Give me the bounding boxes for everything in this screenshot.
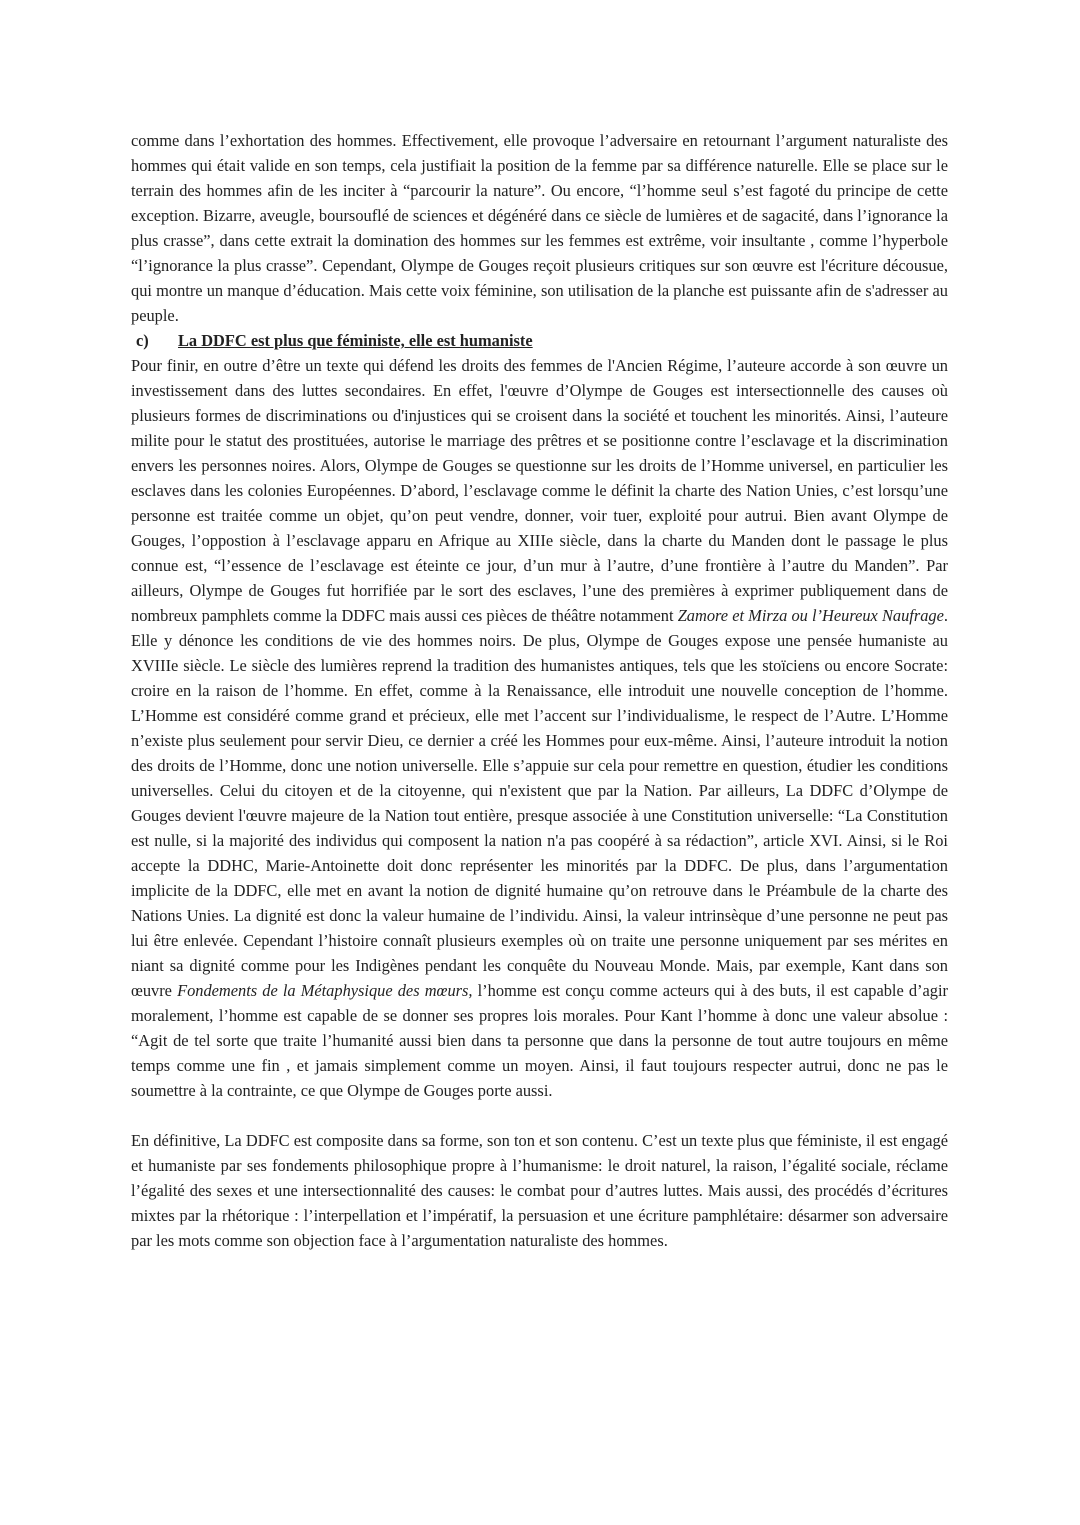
paragraph-humanism-text-2: . Elle y dénonce les conditions de vie des hommes noirs. De plus, Olympe de Gouges expose une pensée humaniste au XVIIIe siècle. Le siècle des lumières reprend la tradition des humanistes antiques, tels que les stoïciens ou encore Socrate: croire en la raison de l’homme. En effet, comme à la Renaissance, elle introduit une nouvelle conception de l’homme. L’Homme est considéré comme grand et précieux, elle met l’accent sur l’individualisme, le respect de l’Autre. L’Homme n’existe plus seulement pour servir Dieu, ce dernier a créé les Hommes pour eux-même. Ainsi, l’auteure introduit la notion des droits de l’Homme, donc une notion universelle. Elle s’appuie sur cela pour remettre en question, étudier les conditions universelles. Celui du citoyen et de la citoyenne, qui n'existent que par la Nation. Par ailleurs, La DDFC d’Olympe de Gouges devient l'œuvre majeure de la Nation tout entière, presque associée à une Constitution universelle: “La Constitution est nulle, si la majorité des individus qui composent la nation n'a pas coopéré à sa rédaction”, article XVI. Ainsi, si le Roi accepte la DDHC, Marie-Antoinette doit donc représenter les minorités par la DDFC. De plus, dans l’argumentation implicite de la DDFC, elle met en avant la notion de dignité humaine qu’on retrouve dans le Préambule de la charte des Nations Unies. La dignité est donc la valeur humaine de l’individu. Ainsi, la valeur intrinsèque d’une personne ne peut pas lui être enlevée. Cependant l’histoire connaît plusieurs exemples où on traite une personne uniquement par ses mérites en niant sa dignité comme pour les Indigènes pendant les conquête du Nouveau Monde. Mais, par exemple, Kant dans son œuvre	[131, 606, 949, 1000]
work-title-zamore: Zamore et Mirza ou l’Heureux Naufrage	[677, 606, 944, 625]
paragraph-humanism	[131, 353, 948, 1103]
paragraph-exhortation: comme dans l’exhortation des hommes. Effectivement, elle provoque l’adversaire en retournant l’argument naturaliste des hommes qui était valide en son temps, cela justifiait la position de la femme par sa différence naturelle. Elle se place sur le terrain des hommes afin de les inciter à “parcourir la nature”. Ou encore, “l’homme seul s’est fagoté du principe de cette exception. Bizarre, aveugle, boursouflé de sciences et dégénéré dans ce siècle de lumières et de sagacité, dans l’ignorance la plus crasse”, dans cette extrait la domination des hommes sur les femmes est extrême, voir insultante , comme l’hyperbole “l’ignorance la plus crasse”. Cependant, Olympe de Gouges reçoit plusieurs critiques sur son œuvre est l'écriture décousue, qui montre un manque d’éducation. Mais cette voix féminine, son utilisation de la planche est puissante afin de s'adresser au peuple.	[131, 131, 948, 325]
paragraph-humanism-text-1: Pour finir, en outre d’être un texte qui défend les droits des femmes de l'Ancien Régime, l’auteure accorde à son œuvre un investissement dans des luttes secondaires. En effet, l'œuvre d’Olympe de Gouges est intersectionnelle des causes où plusieurs formes de discriminations ou d'injustices qui se croisent dans la société et touchent les minorités. Ainsi, l’auteure milite pour le statut des prostituées, autorise le marriage des prêtres et se positionne contre l’esclavage et la discrimination envers les personnes noires. Alors, Olympe de Gouges se questionne sur les droits de l’Homme universel, en particulier les esclaves dans les colonies Européennes. D’abord, l’esclavage comme le définit la charte des Nation Unies, c’est lorsqu’une personne est traitée comme un objet, qu’on peut vendre, donner, voir tuer, exploité pour autrui. Bien avant Olympe de Gouges, l’oppostion à l’esclavage apparu en Afrique au XIIIe siècle, dans la charte du Manden dont le passage le plus connue est, “l’essence de l’esclavage est éteinte ce jour, d’un mur à l’autre, d’une frontière à l’autre du Manden”. Par ailleurs, Olympe de Gouges fut horrifiée par le sort des esclaves, l’une des premières à exprimer publiquement dans de nombreux pamphlets comme la DDFC mais aussi ces pièces de théâtre notamment	[131, 356, 948, 625]
work-title-kant: Fondements de la Métaphysique des mœurs,	[177, 981, 473, 1000]
paragraph-gap	[131, 1103, 948, 1128]
section-heading-c	[131, 328, 948, 353]
section-letter: c)	[136, 331, 149, 350]
section-title: La DDFC est plus que féministe, elle est humaniste	[178, 331, 533, 350]
paragraph-conclusion: En définitive, La DDFC est composite dans sa forme, son ton et son contenu. C’est un texte plus que féministe, il est engagé et humaniste par ses fondements philosophique propre à l’humanisme: le droit naturel, la raison, l’égalité sociale, réclame l’égalité des sexes et une intersectionnalité des causes: le combat pour d’autres luttes. Mais aussi, des procédés d’écritures mixtes par la rhétorique : l’interpellation et l’impératif, la persuasion et une écriture pamphlétaire: désarmer son adversaire par les mots comme son objection face à l’argumentation naturaliste des hommes.	[131, 1131, 948, 1250]
document-page	[131, 128, 948, 1253]
paragraph-humanism-text-3: l’homme est conçu comme acteurs qui à des buts, il est capable d’agir moralement, l’homme est capable de se donner ses propres lois morales. Pour Kant l’homme à donc une valeur absolue : “Agit de tel sorte que traite l’humanité aussi bien dans ta personne que dans la personne de tout autre toujours en même temps comme une fin , et jamais simplement comme un moyen. Ainsi, il faut toujours respecter autrui, donc ne pas le soumettre à la contrainte, ce que Olympe de Gouges porte aussi.	[131, 981, 948, 1100]
